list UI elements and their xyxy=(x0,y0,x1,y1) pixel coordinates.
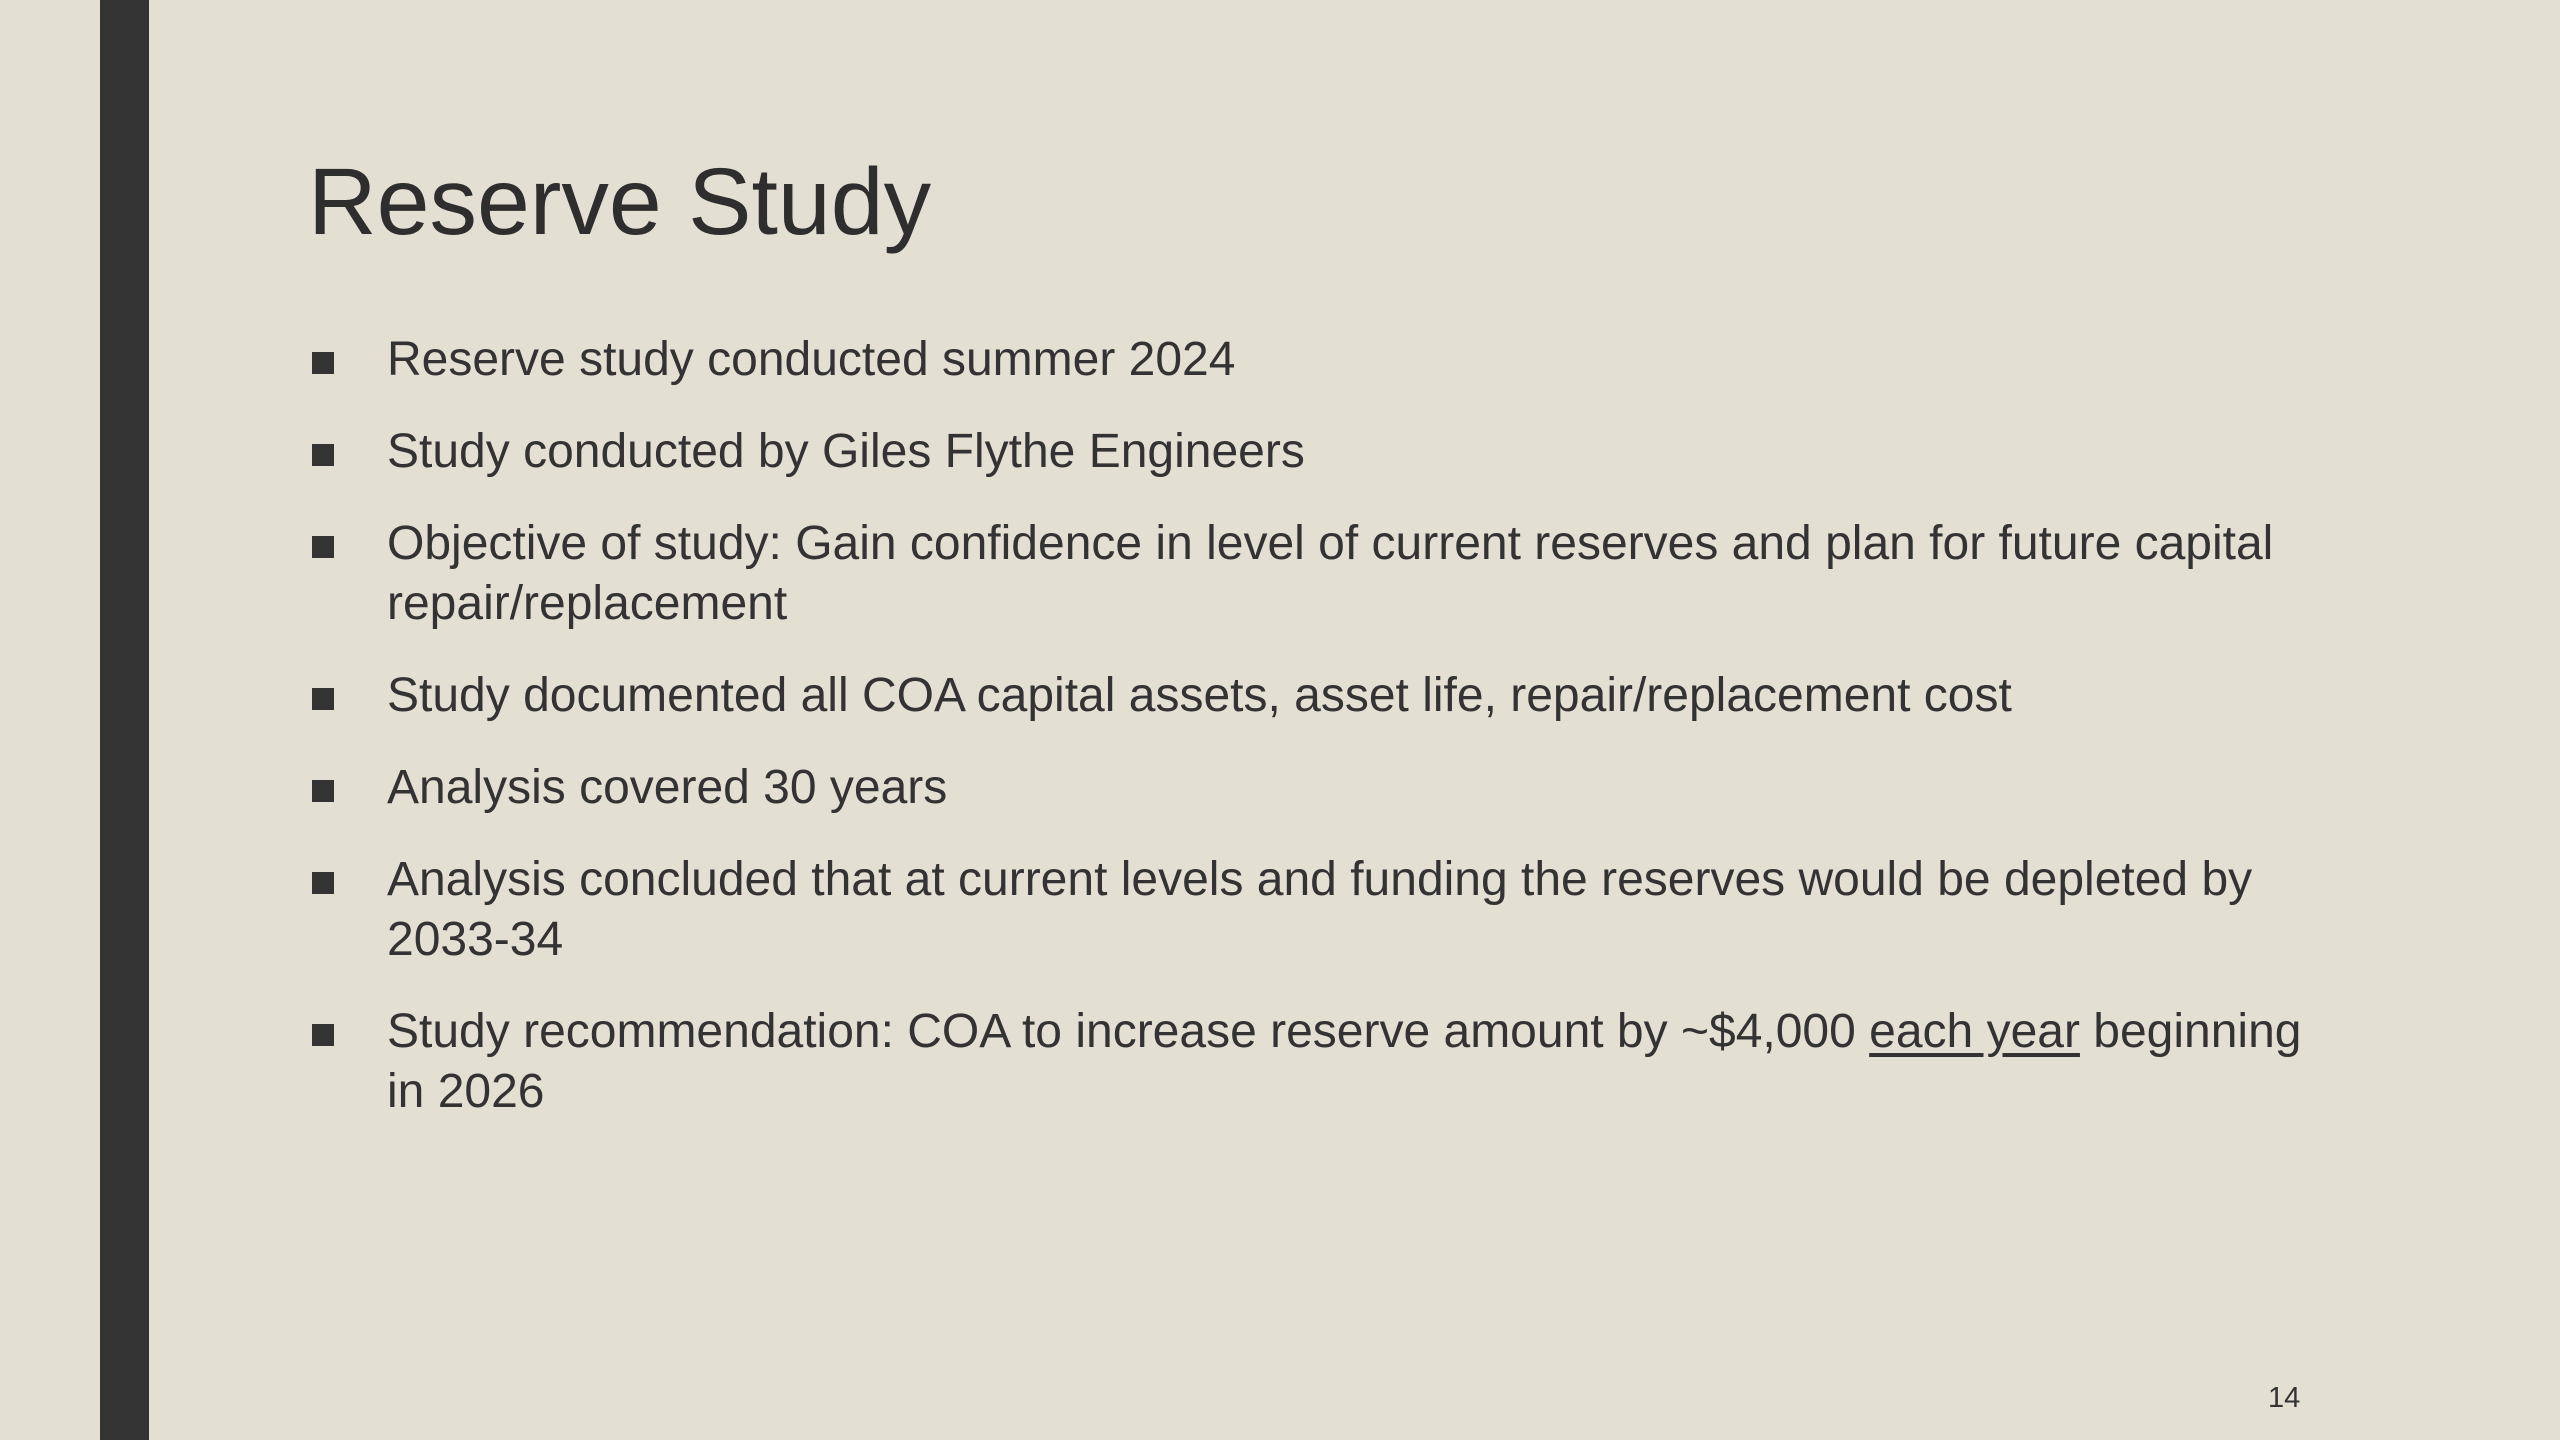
slide-title: Reserve Study xyxy=(308,149,932,255)
square-bullet-icon xyxy=(312,444,334,466)
square-bullet-icon xyxy=(312,780,334,802)
square-bullet-icon xyxy=(312,688,334,710)
bullet-item xyxy=(308,514,2308,634)
accent-bar xyxy=(100,0,149,1440)
square-bullet-icon xyxy=(312,872,334,894)
bullet-item xyxy=(308,666,2308,726)
bullet-item xyxy=(308,1002,2308,1122)
bullet-text: Analysis concluded that at current levels and funding the reserves would be depleted by 2033-34 xyxy=(387,853,2253,966)
bullet-text: Study documented all COA capital assets, asset life, repair/replacement cost xyxy=(387,669,2012,722)
square-bullet-icon xyxy=(312,352,334,374)
bullet-item xyxy=(308,758,2308,818)
bullet-text: Analysis covered 30 years xyxy=(387,761,948,814)
bullet-text-tail: beginning in 2026 xyxy=(387,1005,2302,1118)
page-number: 14 xyxy=(2268,1382,2301,1414)
bullet-text: Objective of study: Gain confidence in level of current reserves and plan for future capital repair/replacement xyxy=(387,517,2274,630)
bullet-item xyxy=(308,422,2308,482)
bullet-text-lead: Study recommendation: COA to increase reserve amount by ~$4,000 xyxy=(387,1005,1870,1058)
square-bullet-icon xyxy=(312,1024,334,1046)
square-bullet-icon xyxy=(312,536,334,558)
bullet-item xyxy=(308,850,2308,970)
bullet-item xyxy=(308,330,2308,390)
bullet-text-emphasis: each year xyxy=(1869,1005,2080,1058)
bullet-list xyxy=(308,330,2308,1154)
bullet-text: Reserve study conducted summer 2024 xyxy=(387,333,1236,386)
bullet-text: Study conducted by Giles Flythe Engineers xyxy=(387,425,1305,478)
